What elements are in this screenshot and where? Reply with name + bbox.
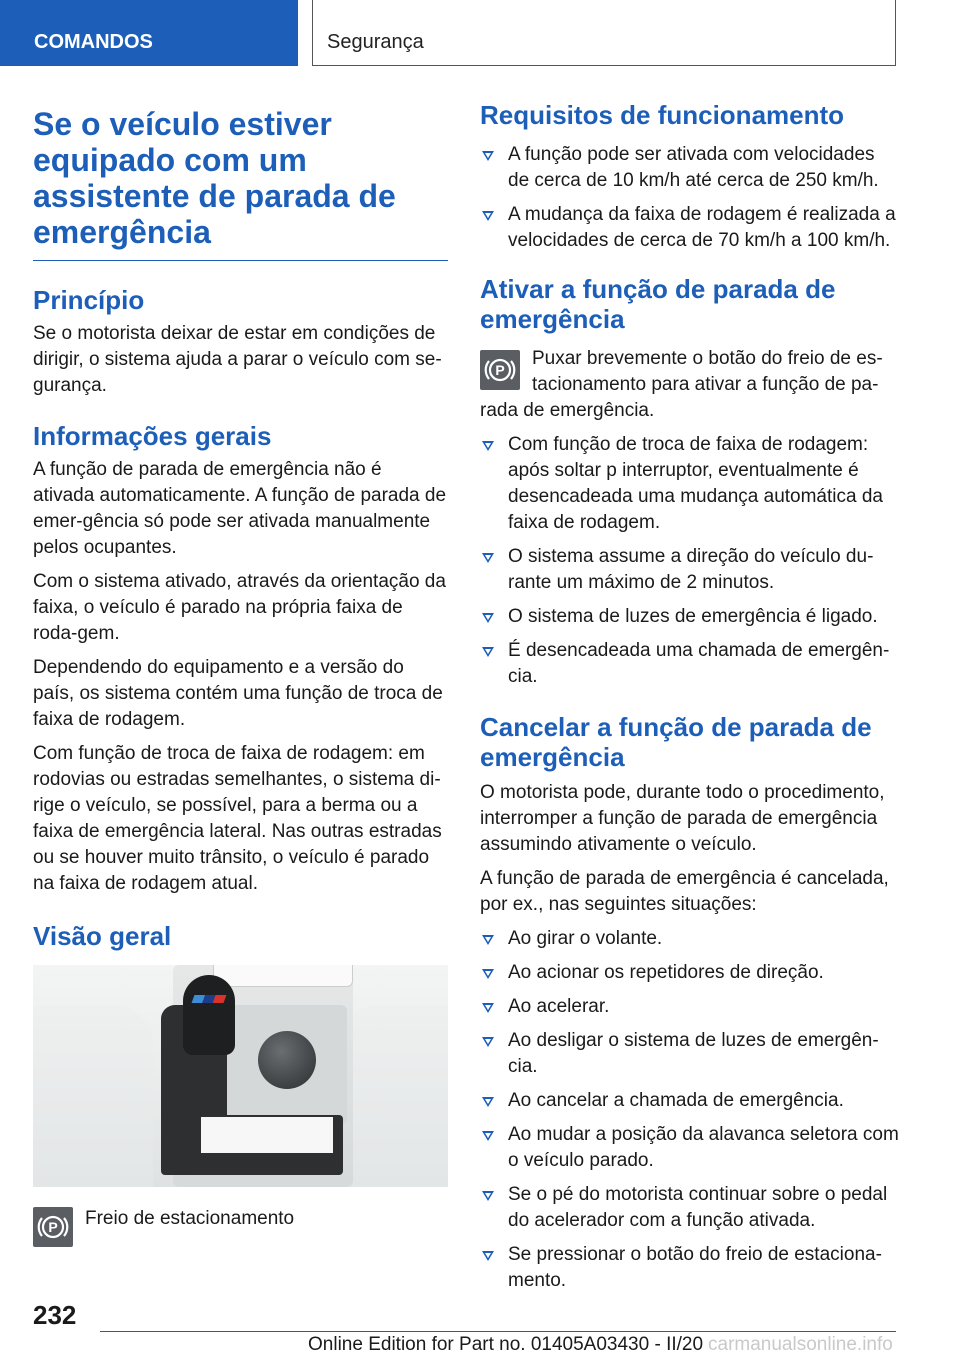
console-tray xyxy=(213,965,353,987)
bullet-triangle-icon xyxy=(482,1191,494,1201)
storage-tray xyxy=(201,1117,333,1153)
cancel-heading: Cancelar a função de parada de emergência xyxy=(480,712,872,772)
left-column xyxy=(33,100,448,1247)
list-item xyxy=(480,1028,900,1080)
cancel-paragraph: O motorista pode, durante todo o procedimento, interromper a função de parada de emergência assumindo ativamente o veículo. xyxy=(480,782,885,855)
list-item xyxy=(480,142,900,194)
principle-text: Se o motorista deixar de estar em condições de dirigir, o sistema ajuda a parar o veículo com se-gurança. xyxy=(33,323,442,396)
page-number: 232 xyxy=(33,1300,77,1330)
bullet-triangle-icon xyxy=(482,151,494,161)
center-console-photo xyxy=(33,965,448,1187)
list-item-text: A mudança da faixa de rodagem é realizada a velocidades de cerca de 70 km/h a 100 km/h. xyxy=(508,204,896,251)
list-item xyxy=(480,432,900,536)
list-item xyxy=(480,544,900,596)
section-title: Segurança xyxy=(312,0,896,66)
general-paragraph: Com o sistema ativado, através da orientação da faixa, o veículo é parado na própria faixa de roda-gem. xyxy=(33,571,446,644)
photo-legend xyxy=(33,1207,448,1247)
bullet-triangle-icon xyxy=(482,935,494,945)
list-item-text: Ao girar o volante. xyxy=(508,928,663,949)
legend-label: Freio de estacionamento xyxy=(85,1208,295,1229)
list-item-text: Ao acionar os repetidores de direção. xyxy=(508,962,824,983)
list-item xyxy=(480,926,900,952)
bullet-triangle-icon xyxy=(482,1097,494,1107)
bullet-triangle-icon xyxy=(482,553,494,563)
requirements-heading: Requisitos de funcionamento xyxy=(480,100,845,130)
svg-text:P: P xyxy=(48,1219,58,1235)
list-item-text: Ao acelerar. xyxy=(508,996,610,1017)
cancel-list xyxy=(480,926,900,1294)
cancel-paragraph: A função de parada de emergência é cancelada, por ex., nas seguintes situações: xyxy=(480,868,889,915)
watermark: carmanualsonline.info xyxy=(708,1334,893,1355)
list-item-text: Se o pé do motorista continuar sobre o pedal do acelerador com a função ativada. xyxy=(508,1184,888,1231)
bullet-triangle-icon xyxy=(482,1131,494,1141)
principle-heading: Princípio xyxy=(33,285,145,315)
list-item-text: Ao cancelar a chamada de emergência. xyxy=(508,1090,844,1111)
list-item-text: Com função de troca de faixa de rodagem: após soltar p interruptor, eventualmente é desencadeada uma mudança automática da faixa de rodagem. xyxy=(508,434,883,533)
activate-heading: Ativar a função de parada de emergência xyxy=(480,274,836,334)
list-item xyxy=(480,1088,900,1114)
list-item xyxy=(480,994,900,1020)
bullet-triangle-icon xyxy=(482,969,494,979)
svg-text:P: P xyxy=(495,362,505,378)
list-item-text: Ao mudar a posição da alavanca seletora com o veículo parado. xyxy=(508,1124,899,1171)
general-paragraph: Com função de troca de faixa de rodagem: em rodovias ou estradas semelhantes, o sistema di-rige o veículo, se possível, para a berma ou a faixa de emergência lateral. Nas outras estradas ou se houver muito trânsito, o veículo é parado na faixa de rodagem atual. xyxy=(33,743,442,894)
seat-left xyxy=(33,1005,153,1187)
activate-list xyxy=(480,432,900,690)
footer-divider xyxy=(100,1331,896,1332)
list-item xyxy=(480,202,900,254)
general-info-heading: Informações gerais xyxy=(33,421,272,451)
parking-brake-icon xyxy=(33,1207,73,1247)
bullet-triangle-icon xyxy=(482,1037,494,1047)
title-divider xyxy=(33,260,448,261)
list-item-text: Se pressionar o botão do freio de estaciona-mento. xyxy=(508,1244,882,1291)
parking-brake-icon xyxy=(480,350,520,390)
list-item-text: O sistema de luzes de emergência é ligado. xyxy=(508,606,878,627)
right-column xyxy=(480,100,900,1302)
list-item-text: A função pode ser ativada com velocidades de cerca de 10 km/h até cerca de 250 km/h. xyxy=(508,144,879,191)
list-item xyxy=(480,604,900,630)
list-item xyxy=(480,638,900,690)
list-item xyxy=(480,1122,900,1174)
bullet-triangle-icon xyxy=(482,1251,494,1261)
list-item xyxy=(480,1182,900,1234)
chapter-tab: COMANDOS xyxy=(0,0,298,66)
list-item xyxy=(480,1242,900,1294)
list-item xyxy=(480,960,900,986)
bullet-triangle-icon xyxy=(482,647,494,657)
controller-knob xyxy=(258,1031,316,1089)
edition-note: Online Edition for Part no. 01405A03430 - II/20 xyxy=(308,1334,704,1355)
general-paragraph: Dependendo do equipamento e a versão do país, os sistema contém uma função de troca de faixa de rodagem. xyxy=(33,657,443,730)
bullet-triangle-icon xyxy=(482,441,494,451)
list-item-text: Ao desligar o sistema de luzes de emergên-cia. xyxy=(508,1030,879,1077)
bullet-triangle-icon xyxy=(482,211,494,221)
activate-intro xyxy=(480,346,900,424)
general-paragraph: A função de parada de emergência não é ativada automaticamente. A função de parada de emer-gência só pode ser ativada manualmente pelos ocupantes. xyxy=(33,459,447,558)
requirements-list xyxy=(480,142,900,254)
list-item-text: O sistema assume a direção do veículo du-rante um máximo de 2 minutos. xyxy=(508,546,874,593)
seat-right xyxy=(338,1005,448,1187)
bullet-triangle-icon xyxy=(482,1003,494,1013)
m-logo-icon xyxy=(192,995,227,1003)
gear-selector xyxy=(183,975,235,1055)
overview-heading: Visão geral xyxy=(33,921,172,951)
list-item-text: É desencadeada uma chamada de emergên-cia. xyxy=(508,640,890,687)
page-title: Se o veículo estiver equipado com um assistente de parada de emergência xyxy=(33,106,396,250)
activate-intro-text: Puxar brevemente o botão do freio de es-tacionamento para ativar a função de pa-rada de emergência. xyxy=(480,348,883,421)
bullet-triangle-icon xyxy=(482,613,494,623)
